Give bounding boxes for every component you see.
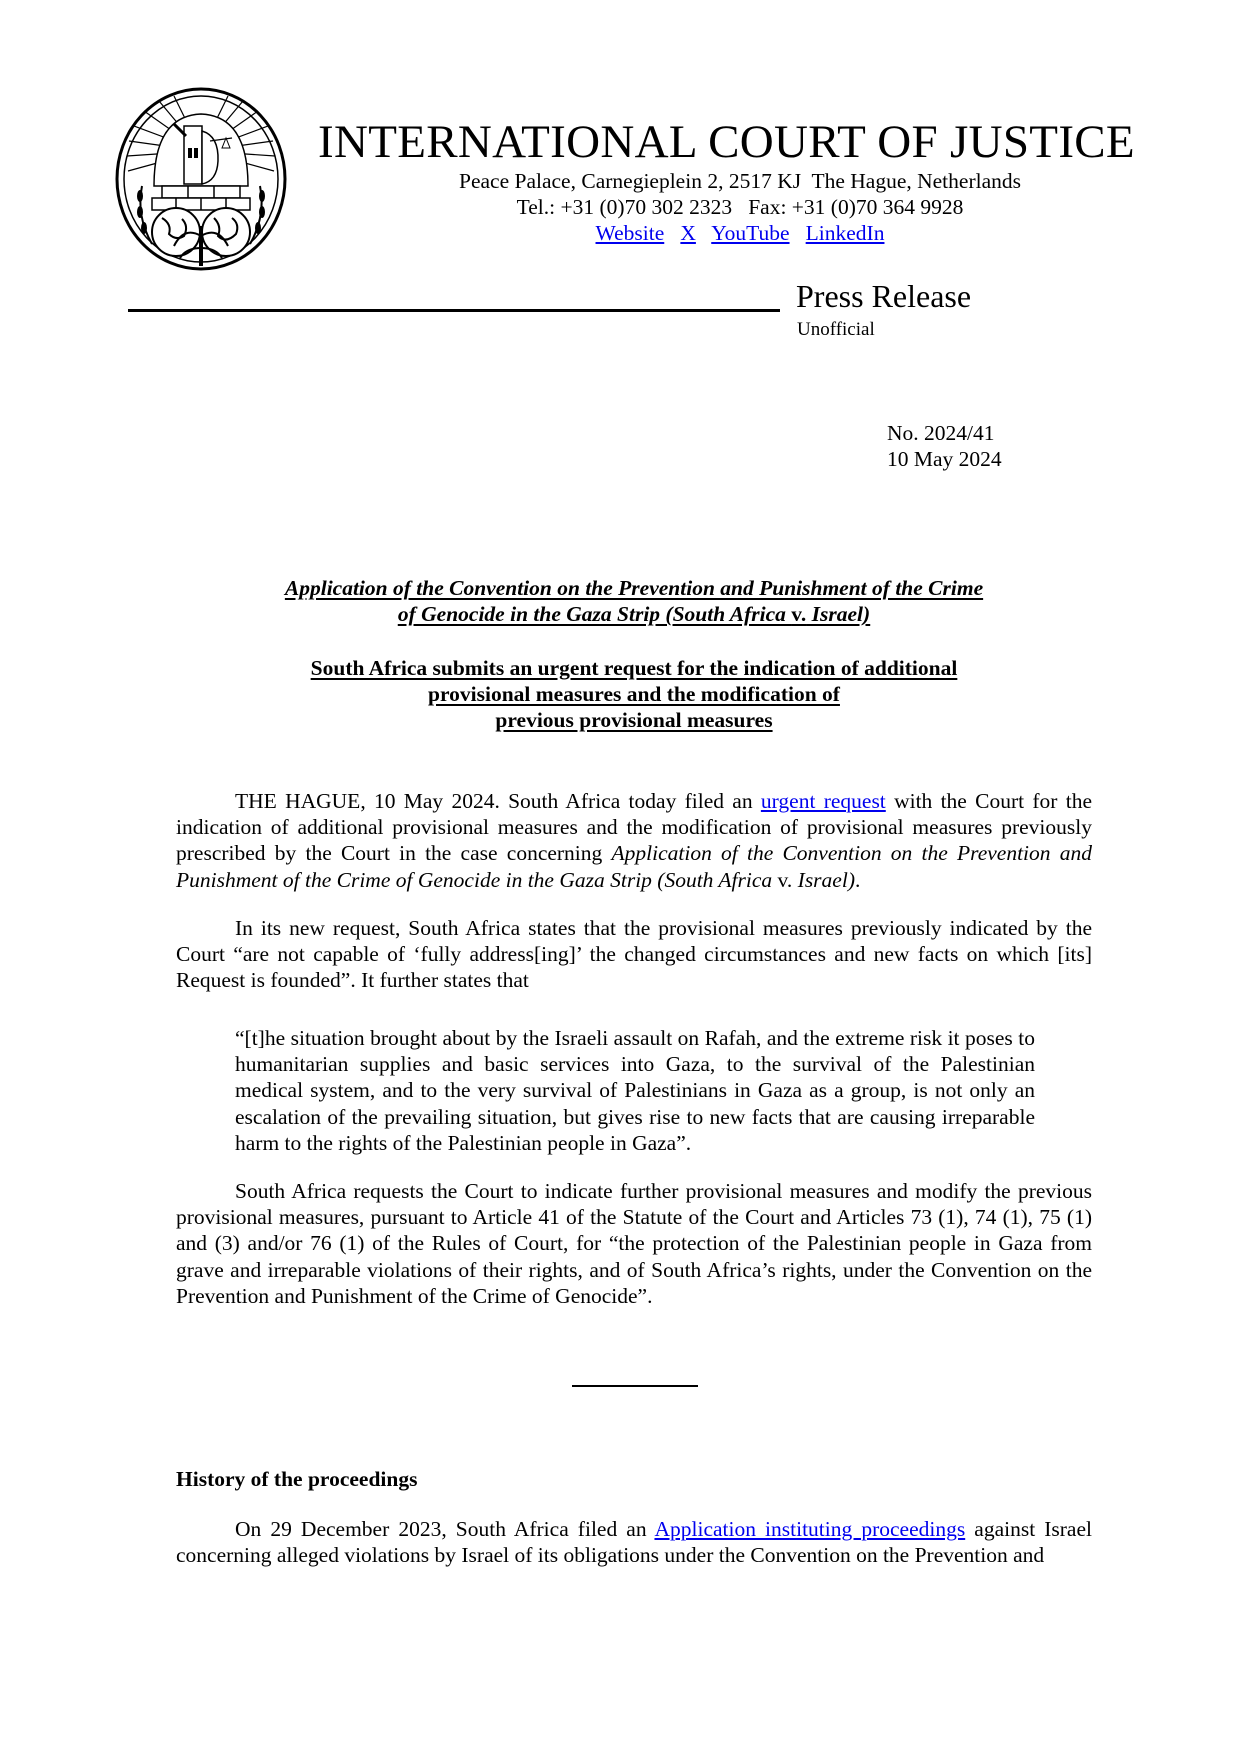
document-status: Unofficial bbox=[797, 319, 875, 340]
section-divider bbox=[572, 1385, 698, 1387]
press-release-date: 10 May 2024 bbox=[887, 447, 1002, 471]
icj-seal-icon bbox=[114, 86, 288, 272]
case-title-line-2: of Genocide in the Gaza Strip (South Africa v. Israel) bbox=[397, 602, 871, 626]
urgent-request-link[interactable]: urgent request bbox=[760, 789, 886, 813]
application-link[interactable]: Application instituting proceedings bbox=[654, 1517, 966, 1541]
body-paragraph-3: South Africa requests the Court to indicate further provisional measures and modify the previous provisional measures, pursuant to Article 41 of the Statute of the Court and Articles 73 (1), 74 (1), 75 (1) and (3) and/or 76 (1) of the Rules of Court, for “the protection of the Palestinian people in Gaza from grave and irreparable violations of their rights, and of South Africa’s rights, under the Convention on the Prevention and Punishment of the Crime of Genocide”. bbox=[176, 1179, 1092, 1308]
body-paragraph-2: In its new request, South Africa states that the provisional measures previously indicated by the Court “are not capable of ‘fully address[ing]’ the changed circumstances and new facts on which [its] Request is founded”. It further states that bbox=[176, 916, 1092, 993]
document-type: Press Release bbox=[796, 278, 972, 314]
body-paragraph-1: THE HAGUE, 10 May 2024. South Africa today filed an urgent request with the Court for the indication of additional provisional measures and the modification of provisional measures previously prescribed by the Court in the case concerning Application of the Convention on the Prevention and Punishment of the Crime of Genocide in the Gaza Strip (South Africa v. Israel). bbox=[176, 789, 1092, 892]
headline-line-1: South Africa submits an urgent request for the indication of additional bbox=[310, 656, 958, 680]
website-link[interactable]: Website bbox=[595, 221, 665, 245]
linkedin-link[interactable]: LinkedIn bbox=[805, 221, 885, 245]
history-heading: History of the proceedings bbox=[176, 1467, 418, 1491]
press-release-number: No. 2024/41 bbox=[887, 421, 995, 445]
headline bbox=[176, 655, 1092, 733]
court-title: INTERNATIONAL COURT OF JUSTICE bbox=[318, 116, 1135, 168]
case-title bbox=[176, 575, 1092, 627]
phone-fax-line: Tel.: +31 (0)70 302 2323 Fax: +31 (0)70 364 9928 bbox=[516, 195, 964, 219]
block-quote: “[t]he situation brought about by the Israeli assault on Rafah, and the extreme risk it poses to humanitarian supplies and basic services into Gaza, to the survival of the Palestinian medical system, and to the very survival of Palestinians in Gaza as a group, is not only an escalation of the prevailing situation, but gives rise to new facts that are causing irreparable harm to the rights of the Palestinian people in Gaza”. bbox=[235, 1026, 1035, 1155]
social-links bbox=[300, 220, 1180, 246]
case-title-line-1: Application of the Convention on the Prevention and Punishment of the Crime bbox=[284, 576, 984, 600]
history-paragraph-1: On 29 December 2023, South Africa filed an Application instituting proceedings against Israel concerning alleged violations by Israel of its obligations under the Convention on the Prevention and bbox=[176, 1517, 1092, 1568]
court-contact-block bbox=[300, 168, 1180, 246]
headline-line-2: provisional measures and the modification of bbox=[428, 682, 840, 706]
youtube-link[interactable]: YouTube bbox=[711, 221, 790, 245]
x-link[interactable]: X bbox=[680, 221, 696, 245]
headline-line-3: previous provisional measures bbox=[495, 708, 773, 732]
header-divider bbox=[128, 309, 780, 312]
reference-block bbox=[887, 420, 1002, 472]
address-line: Peace Palace, Carnegieplein 2, 2517 KJ The Hague, Netherlands bbox=[459, 169, 1021, 193]
